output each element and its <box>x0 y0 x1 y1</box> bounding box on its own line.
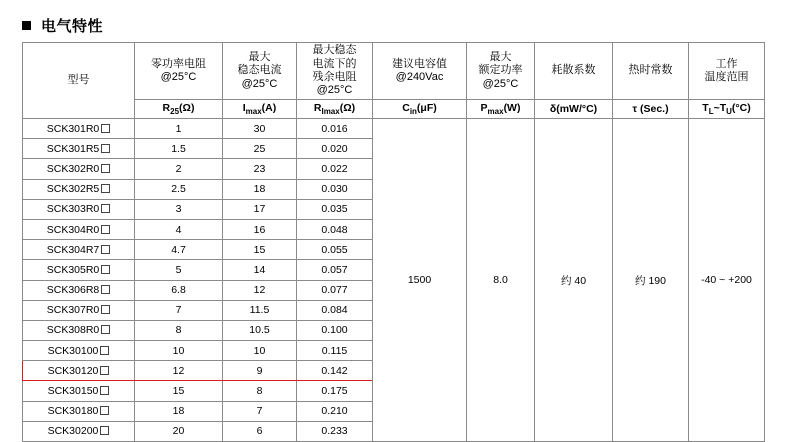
symbol-cin: $C_{in}(\mu F)$ <box>373 100 467 119</box>
suffix-box-icon <box>101 184 110 193</box>
header-temp-range: 工作 温度范围 <box>689 43 765 100</box>
cell-r25: 12 <box>135 361 223 381</box>
model-text: SCK308R0 <box>46 324 100 337</box>
cell-rimax: 0.142 <box>297 361 373 381</box>
suffix-box-icon <box>100 346 109 355</box>
cell-imax: 30 <box>223 119 297 139</box>
cell-rimax: 0.057 <box>297 260 373 280</box>
model-text: SCK302R0 <box>46 162 100 175</box>
model-text: SCK306R8 <box>46 284 100 297</box>
cell-rimax: 0.100 <box>297 320 373 340</box>
cell-imax: 10 <box>223 341 297 361</box>
cell-model <box>23 159 135 179</box>
cell-r25: 1.5 <box>135 139 223 159</box>
model-text: SCK304R7 <box>46 243 100 256</box>
cell-model <box>23 361 135 381</box>
cell-pmax: 8.0 <box>467 119 535 442</box>
model-text: SCK30180 <box>47 405 99 418</box>
electrical-characteristics-table <box>22 42 765 442</box>
cell-rimax: 0.233 <box>297 421 373 441</box>
symbol-pmax: $P_{max}(W)$ <box>467 100 535 119</box>
cell-rimax: 0.016 <box>297 119 373 139</box>
suffix-box-icon <box>101 245 110 254</box>
cell-r25: 7 <box>135 300 223 320</box>
cell-r25: 15 <box>135 381 223 401</box>
electrical-characteristics-table-wrap <box>22 42 764 442</box>
suffix-box-icon <box>101 285 110 294</box>
cell-r25: 2.5 <box>135 179 223 199</box>
cell-model <box>23 260 135 280</box>
cell-imax: 12 <box>223 280 297 300</box>
cell-model <box>23 280 135 300</box>
model-text: SCK305R0 <box>46 263 100 276</box>
cell-r25: 20 <box>135 421 223 441</box>
cell-rimax: 0.175 <box>297 381 373 401</box>
suffix-box-icon <box>101 325 110 334</box>
cell-delta: 约 40 <box>535 119 613 442</box>
symbol-rimax: $R_{Imax}(\Omega)$ <box>297 100 373 119</box>
suffix-box-icon <box>100 366 109 375</box>
cell-model <box>23 139 135 159</box>
cell-imax: 11.5 <box>223 300 297 320</box>
cell-model <box>23 381 135 401</box>
header-rimax: 最大稳态 电流下的 残余电阻 @25°C <box>297 43 373 100</box>
cell-imax: 10.5 <box>223 320 297 340</box>
cell-r25: 2 <box>135 159 223 179</box>
header-delta <box>535 43 613 100</box>
model-text: SCK30100 <box>47 344 99 357</box>
suffix-box-icon <box>101 144 110 153</box>
cell-rimax: 0.035 <box>297 199 373 219</box>
suffix-box-icon <box>101 204 110 213</box>
cell-imax: 18 <box>223 179 297 199</box>
header-cin: 建议电容值 @240Vac <box>373 43 467 100</box>
cell-model <box>23 199 135 219</box>
cell-r25: 10 <box>135 341 223 361</box>
model-text: SCK30200 <box>47 425 99 438</box>
model-text: SCK302R5 <box>46 183 100 196</box>
cell-model <box>23 119 135 139</box>
model-text: SCK301R5 <box>46 142 100 155</box>
symbol-delta: δ(mW/°C) <box>535 100 613 119</box>
table-body <box>23 119 765 442</box>
suffix-box-icon <box>101 265 110 274</box>
table-row <box>23 119 765 139</box>
model-text: SCK30150 <box>47 385 99 398</box>
cell-r25: 3 <box>135 199 223 219</box>
bullet-square-icon <box>22 21 31 30</box>
cell-r25: 18 <box>135 401 223 421</box>
cell-imax: 7 <box>223 401 297 421</box>
model-text: SCK301R0 <box>46 122 100 135</box>
suffix-box-icon <box>101 305 110 314</box>
cell-imax: 23 <box>223 159 297 179</box>
cell-imax: 9 <box>223 361 297 381</box>
header-tau-label: 热时常数 <box>628 64 673 77</box>
cell-r25: 1 <box>135 119 223 139</box>
cell-rimax: 0.077 <box>297 280 373 300</box>
cell-rimax: 0.022 <box>297 159 373 179</box>
suffix-box-icon <box>100 386 109 395</box>
symbol-temp-range: $T_L\sim T_U(^\circ C)$ <box>689 100 765 119</box>
cell-imax: 14 <box>223 260 297 280</box>
cell-imax: 6 <box>223 421 297 441</box>
cell-r25: 8 <box>135 320 223 340</box>
cell-rimax: 0.055 <box>297 240 373 260</box>
symbol-imax: $I_{max}(A)$ <box>223 100 297 119</box>
cell-cin: 1500 <box>373 119 467 442</box>
cell-imax: 8 <box>223 381 297 401</box>
header-model-label: 型号 <box>67 73 90 86</box>
cell-model <box>23 240 135 260</box>
cell-model <box>23 341 135 361</box>
model-text: SCK303R0 <box>46 203 100 216</box>
cell-rimax: 0.084 <box>297 300 373 320</box>
cell-rimax: 0.115 <box>297 341 373 361</box>
model-text: SCK307R0 <box>46 304 100 317</box>
header-imax: 最大 稳态电流 @25°C <box>223 43 297 100</box>
cell-model <box>23 300 135 320</box>
header-r25: 零功率电阻 @25°C <box>135 43 223 100</box>
cell-rimax: 0.020 <box>297 139 373 159</box>
cell-r25: 6.8 <box>135 280 223 300</box>
cell-imax: 25 <box>223 139 297 159</box>
cell-r25: 5 <box>135 260 223 280</box>
header-row-main <box>23 43 765 100</box>
cell-model <box>23 320 135 340</box>
cell-model <box>23 401 135 421</box>
cell-r25: 4 <box>135 219 223 239</box>
cell-imax: 15 <box>223 240 297 260</box>
cell-rimax: 0.048 <box>297 219 373 239</box>
cell-imax: 17 <box>223 199 297 219</box>
cell-model <box>23 179 135 199</box>
section-heading <box>0 0 785 40</box>
cell-temp-range: -40 ~ +200 <box>689 119 765 442</box>
suffix-box-icon <box>101 225 110 234</box>
table-head <box>23 43 765 119</box>
model-text: SCK30120 <box>47 364 99 377</box>
suffix-box-icon <box>101 124 110 133</box>
header-model <box>23 43 135 119</box>
cell-rimax: 0.210 <box>297 401 373 421</box>
symbol-r25: $R_{25}(\Omega)$ <box>135 100 223 119</box>
suffix-box-icon <box>100 426 109 435</box>
header-delta-label: 耗散系数 <box>551 64 596 77</box>
header-pmax: 最大 额定功率 @25°C <box>467 43 535 100</box>
symbol-tau: τ (Sec.) <box>613 100 689 119</box>
section-heading-label: 电气特性 <box>41 17 104 35</box>
cell-tau: 约 190 <box>613 119 689 442</box>
header-tau <box>613 43 689 100</box>
cell-model <box>23 421 135 441</box>
cell-model <box>23 219 135 239</box>
cell-imax: 16 <box>223 219 297 239</box>
suffix-box-icon <box>101 164 110 173</box>
cell-r25: 4.7 <box>135 240 223 260</box>
model-text: SCK304R0 <box>46 223 100 236</box>
cell-rimax: 0.030 <box>297 179 373 199</box>
header-row-symbols <box>23 100 765 119</box>
